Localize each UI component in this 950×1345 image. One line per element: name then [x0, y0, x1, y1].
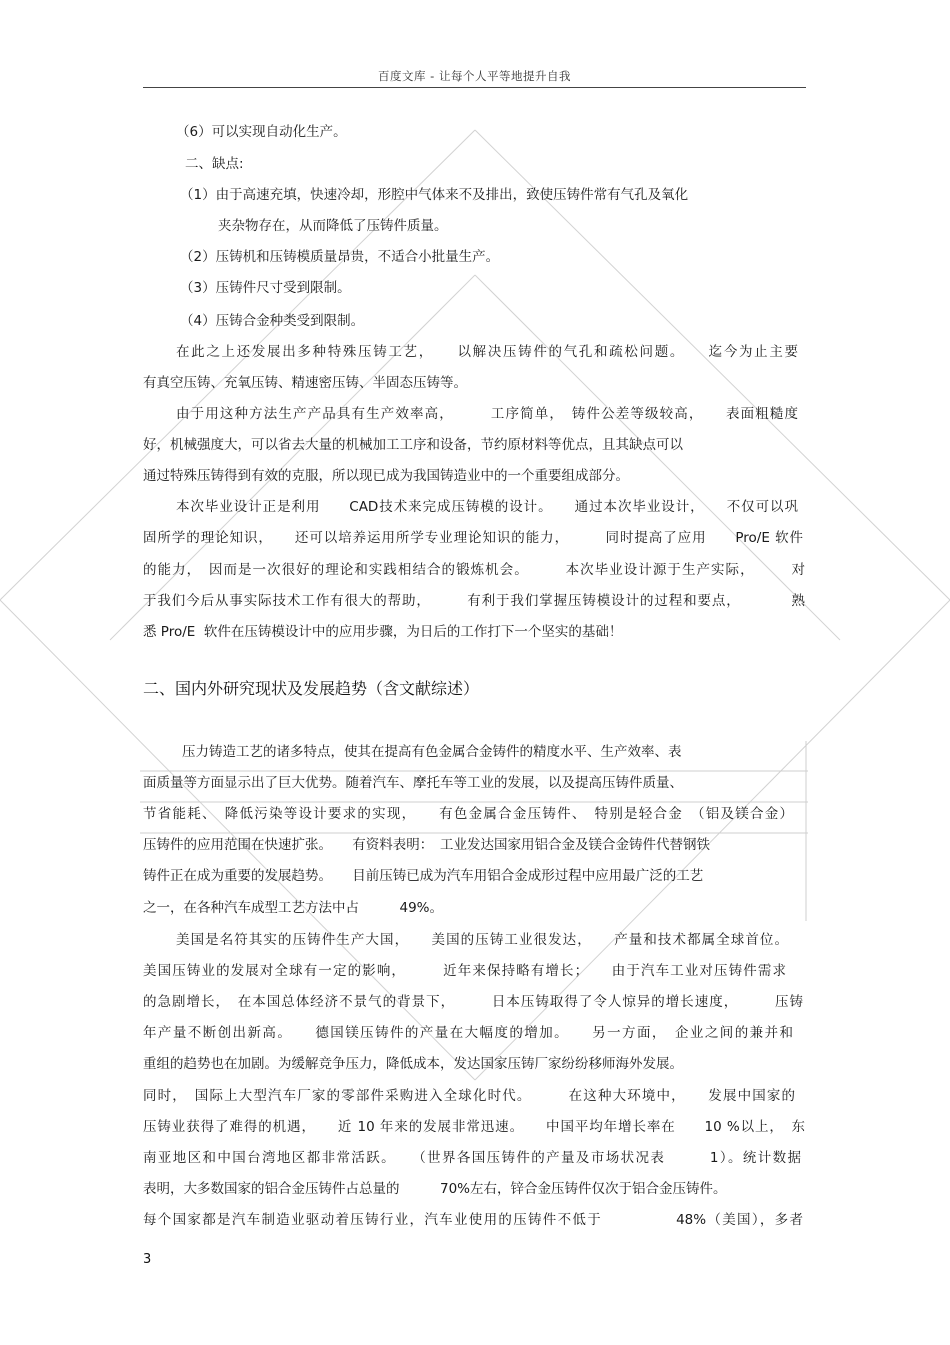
text-line: 固所学的理论知识， 还可以培养运用所学专业理论知识的能力， 同时提高了应用 Pro/E 软件 [143, 530, 803, 546]
text-line: 由于用这种方法生产产品具有生产效率高， 工序简单， 铸件公差等级较高， 表面粗糙度 [176, 406, 798, 422]
text-line: 美国是名符其实的压铸件生产大国， 美国的压铸工业很发达， 产量和技术都属全球首位。 [176, 932, 788, 948]
text-line: 好，机械强度大，可以省去大量的机械加工工序和设备，节约原材料等优点，且其缺点可以 [143, 437, 683, 453]
text-line: 美国压铸业的发展对全球有一定的影响， 近年来保持略有增长； 由于汽车工业对压铸件需求 [143, 963, 786, 979]
text-line: 二、缺点: [185, 156, 244, 172]
text-line: 南亚地区和中国台湾地区都非常活跃。 （世界各国压铸件的产量及市场状况表 1）。统计数据 [143, 1150, 801, 1166]
text-line: 本次毕业设计正是利用 CAD技术来完成压铸模的设计。 通过本次毕业设计， 不仅可以巩 [176, 499, 798, 515]
text-line: 在此之上还发展出多种特殊压铸工艺， 以解决压铸件的气孔和疏松问题。 迄今为止主要 [176, 344, 798, 360]
section-title: 二、国内外研究现状及发展趋势（含文献综述） [143, 679, 480, 698]
text-line: 压铸件的应用范围在快速扩张。 有资料表明： 工业发达国家用铝合金及镁合金铸件代替钢铁 [143, 837, 710, 853]
text-line: 悉 Pro/E 软件在压铸模设计中的应用步骤，为日后的工作打下一个坚实的基础！ [143, 624, 623, 640]
header-rule [143, 87, 806, 88]
text-line: 重组的趋势也在加剧。为缓解竞争压力，降低成本，发达国家压铸厂家纷纷移师海外发展。 [143, 1056, 683, 1072]
text-line: （1）由于高速充填，快速冷却，形腔中气体来不及排出，致使压铸件常有气孔及氧化 [180, 187, 689, 203]
text-line: 的急剧增长， 在本国总体经济不景气的背景下， 日本压铸取得了令人惊异的增长速度， 压铸 [143, 994, 803, 1010]
text-line: 年产量不断创出新高。 德国镁压铸件的产量在大幅度的增加。 另一方面， 企业之间的兼并和 [143, 1025, 793, 1041]
text-line: （2）压铸机和压铸模质量昂贵，不适合小批量生产。 [180, 249, 500, 265]
text-line: 节省能耗、 降低污染等设计要求的实现， 有色金属合金压铸件、 特别是轻合金 （铝及镁合金） [143, 806, 793, 822]
text-line: （3）压铸件尺寸受到限制。 [180, 280, 351, 296]
text-line: 压铸业获得了难得的机遇， 近 10 年来的发展非常迅速。 中国平均年增长率在 10 %以上， 东 [143, 1119, 805, 1135]
text-line: 面质量等方面显示出了巨大优势。随着汽车、摩托车等工业的发展，以及提高压铸件质量、 [143, 775, 683, 791]
text-line: 之一，在各种汽车成型工艺方法中占 49%。 [143, 900, 444, 916]
text-line: 表明，大多数国家的铝合金压铸件占总量的 70%左右，锌合金压铸件仅次于铝合金压铸件。 [143, 1181, 727, 1197]
text-line: （6）可以实现自动化生产。 [176, 124, 347, 140]
page-number: 3 [143, 1252, 152, 1267]
text-line: 于我们今后从事实际技术工作有很大的帮助， 有利于我们掌握压铸模设计的过程和要点， 熟 [143, 593, 805, 609]
text-line: （4）压铸合金种类受到限制。 [180, 313, 365, 329]
text-line: 压力铸造工艺的诸多特点，使其在提高有色金属合金铸件的精度水平、生产效率、表 [182, 744, 682, 760]
text-line: 每个国家都是汽车制造业驱动着压铸行业，汽车业使用的压铸件不低于 48%（美国），多者 [143, 1212, 803, 1228]
text-line: 通过特殊压铸得到有效的克服，所以现已成为我国铸造业中的一个重要组成部分。 [143, 468, 629, 484]
text-line: 同时， 国际上大型汽车厂家的零部件采购进入全球化时代。 在这种大环境中， 发展中国家的 [143, 1088, 795, 1104]
text-line: 夹杂物存在，从而降低了压铸件质量。 [218, 218, 448, 234]
text-line: 铸件正在成为重要的发展趋势。 目前压铸已成为汽车用铝合金成形过程中应用最广泛的工艺 [143, 868, 704, 884]
text-line: 的能力， 因而是一次很好的理论和实践相结合的锻炼机会。 本次毕业设计源于生产实际， 对 [143, 562, 805, 578]
page-header: 百度文库 - 让每个人平等地提升自我 [378, 69, 571, 83]
paragraph-box-rules [140, 737, 810, 922]
text-line: 有真空压铸、充氧压铸、精速密压铸、半固态压铸等。 [143, 375, 467, 391]
